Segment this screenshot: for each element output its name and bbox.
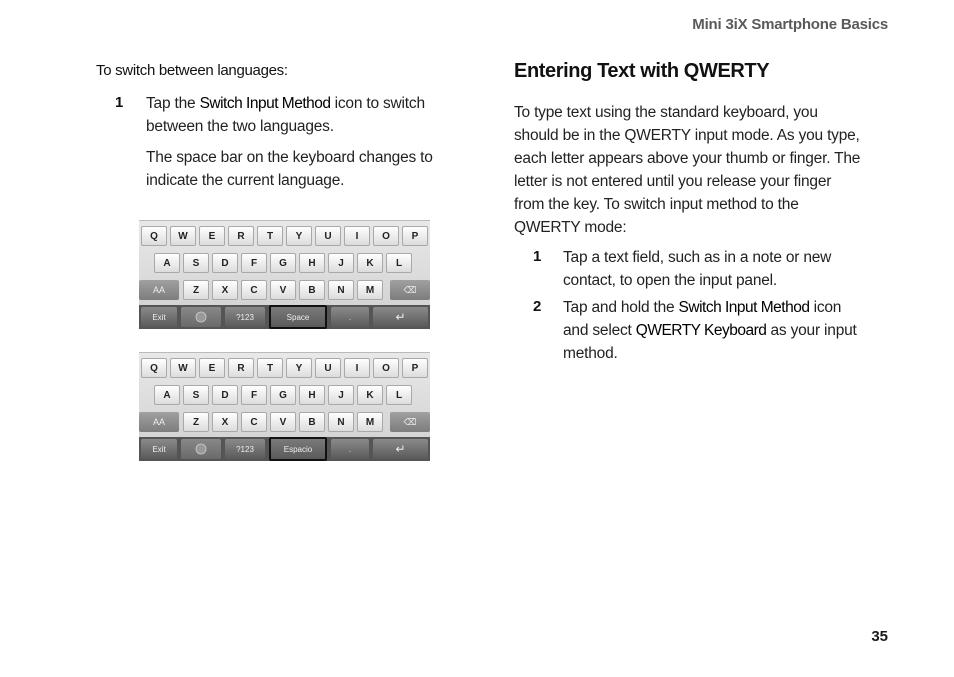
keyboard-row-3 (139, 280, 430, 302)
right-step-1-line-1: Tap a text field, such as in a note or new (563, 249, 832, 266)
page-number: 35 (871, 628, 888, 645)
key: K (357, 385, 383, 405)
key: E (199, 358, 225, 378)
key: V (270, 412, 296, 432)
key: K (357, 253, 383, 273)
key: F (241, 385, 267, 405)
key: B (299, 280, 325, 300)
key: C (241, 280, 267, 300)
key: Z (183, 280, 209, 300)
key: N (328, 280, 354, 300)
key: P (402, 226, 428, 246)
key: D (212, 253, 238, 273)
key: U (315, 226, 341, 246)
key: T (257, 358, 283, 378)
globe-icon (181, 439, 221, 459)
key: R (228, 226, 254, 246)
keyboard-row-2 (139, 253, 430, 275)
key: S (183, 253, 209, 273)
right-step-2-line2-post: as your input (766, 322, 857, 339)
intro-line: should be in the QWERTY input mode. As you type, (514, 127, 860, 144)
intro-line: from the key. To switch input method to the (514, 196, 799, 213)
keyboard-row-1 (139, 226, 430, 248)
key: C (241, 412, 267, 432)
enter-icon: ↵ (373, 307, 428, 327)
key: X (212, 280, 238, 300)
left-step-1-line-2: between the two languages. (146, 118, 334, 135)
key: Z (183, 412, 209, 432)
key: I (344, 226, 370, 246)
key: G (270, 385, 296, 405)
key: W (170, 358, 196, 378)
key: O (373, 358, 399, 378)
right-step-2-pre: Tap and hold the (563, 299, 679, 316)
right-step-1-number: 1 (533, 248, 542, 265)
right-step-2-line-3: method. (563, 345, 618, 362)
keyboard-bottom-row (139, 305, 430, 329)
key: T (257, 226, 283, 246)
globe-icon-graphic (195, 311, 207, 323)
left-note-line-2: indicate the current language. (146, 172, 345, 189)
key: M (357, 412, 383, 432)
intro-line: each letter appears above your thumb or finger. The (514, 150, 861, 167)
right-step-2-line-2 (563, 319, 903, 342)
delete-icon: ⌫ (390, 412, 430, 432)
left-step-1-post: icon to switch (330, 95, 425, 112)
key: D (212, 385, 238, 405)
key: H (299, 385, 325, 405)
globe-icon (181, 307, 221, 327)
key: O (373, 226, 399, 246)
mode-key: ?123 (225, 439, 265, 459)
key: S (183, 385, 209, 405)
intro-paragraph (514, 101, 904, 239)
right-step-2-line-1 (563, 296, 903, 319)
key: G (270, 253, 296, 273)
key: E (199, 226, 225, 246)
right-step-1-line-2: contact, to open the input panel. (563, 272, 778, 289)
key: Q (141, 358, 167, 378)
key: Y (286, 226, 312, 246)
keyboard-image-spanish (139, 352, 430, 461)
space-key: Espacio (269, 437, 327, 461)
globe-icon-graphic (195, 443, 207, 455)
exit-key: Exit (141, 439, 177, 459)
key: L (386, 385, 412, 405)
period-key: . (331, 307, 369, 327)
qwerty-keyboard-label: QWERTY Keyboard (635, 322, 767, 339)
right-step-2-text (563, 296, 903, 365)
keyboard-image-english (139, 220, 430, 329)
left-step-1-pre: Tap the (146, 95, 200, 112)
left-step-1-line-1 (146, 92, 476, 115)
keyboard-bottom-row (139, 437, 430, 461)
period-key: . (331, 439, 369, 459)
key: M (357, 280, 383, 300)
intro-line: QWERTY mode: (514, 219, 627, 236)
key: R (228, 358, 254, 378)
intro-line: To type text using the standard keyboard, you (514, 104, 818, 121)
keyboard-row-2 (139, 385, 430, 407)
mode-key: ?123 (225, 307, 265, 327)
subhead-switch-languages: To switch between languages: (96, 62, 288, 79)
key: X (212, 412, 238, 432)
key: F (241, 253, 267, 273)
left-note (146, 146, 476, 192)
right-step-2-line2-pre: and select (563, 322, 636, 339)
enter-icon: ↵ (373, 439, 428, 459)
delete-icon: ⌫ (390, 280, 430, 300)
key: W (170, 226, 196, 246)
left-note-line-1: The space bar on the keyboard changes to (146, 149, 433, 166)
key: L (386, 253, 412, 273)
key: V (270, 280, 296, 300)
key: A (154, 385, 180, 405)
switch-input-method-label: Switch Input Method (199, 95, 331, 112)
key: Q (141, 226, 167, 246)
keyboard-row-1 (139, 358, 430, 380)
key: B (299, 412, 325, 432)
running-head: Mini 3iX Smartphone Basics (692, 16, 888, 33)
keyboard-row-3 (139, 412, 430, 434)
right-step-2-post: icon (809, 299, 842, 316)
intro-line: letter is not entered until you release your finger (514, 173, 832, 190)
key: J (328, 253, 354, 273)
left-step-1-text (146, 92, 476, 138)
section-heading: Entering Text with QWERTY (514, 60, 770, 82)
exit-key: Exit (141, 307, 177, 327)
key: I (344, 358, 370, 378)
left-step-1-number: 1 (115, 94, 124, 111)
key: Y (286, 358, 312, 378)
key: N (328, 412, 354, 432)
shift-key: AA (139, 412, 179, 432)
key: H (299, 253, 325, 273)
key: J (328, 385, 354, 405)
right-step-1-text (563, 246, 903, 292)
space-key: Space (269, 305, 327, 329)
key: P (402, 358, 428, 378)
right-step-2-number: 2 (533, 298, 542, 315)
key: A (154, 253, 180, 273)
key: U (315, 358, 341, 378)
switch-input-method-label: Switch Input Method (678, 299, 810, 316)
shift-key: AA (139, 280, 179, 300)
